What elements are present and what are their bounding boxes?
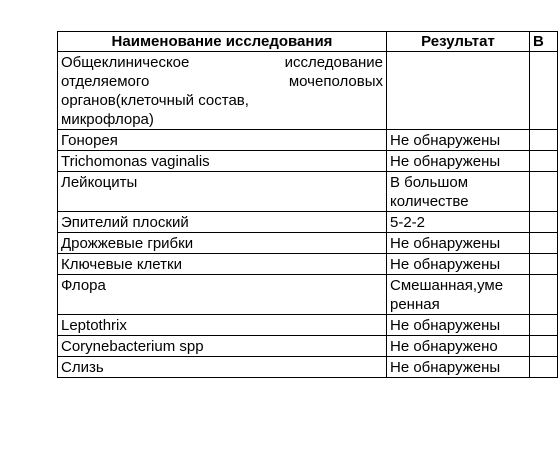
test-result: 5-2-2 (387, 212, 530, 233)
extra-cell (530, 151, 558, 172)
intro-line2-b: мочеполовых (288, 73, 383, 90)
table-row (58, 254, 558, 275)
table-row (58, 233, 558, 254)
extra-cell (530, 233, 558, 254)
test-result-line: Смешанная,уме (390, 277, 504, 294)
test-name: Слизь (58, 357, 387, 378)
test-name: Leptothrix (58, 315, 387, 336)
extra-cell (530, 315, 558, 336)
test-name: Лейкоциты (58, 172, 387, 212)
test-result: Не обнаружены (387, 130, 530, 151)
intro-line2-a: отделяемого (61, 73, 150, 90)
intro-line1-b: исследование (284, 54, 383, 71)
test-name: Дрожжевые грибки (58, 233, 387, 254)
intro-extra-cell (530, 52, 558, 130)
results-table (57, 31, 558, 378)
extra-cell (530, 336, 558, 357)
test-name: Гонорея (58, 130, 387, 151)
table-row-intro (58, 52, 558, 130)
table-row (58, 357, 558, 378)
table-row (58, 315, 558, 336)
extra-cell (530, 130, 558, 151)
test-result: Не обнаружены (387, 151, 530, 172)
extra-cell (530, 172, 558, 212)
test-result: Не обнаружено (387, 336, 530, 357)
table-row (58, 275, 558, 315)
test-result-line: количестве (390, 193, 469, 210)
test-result-line: ренная (390, 296, 440, 313)
intro-line1-a: Общеклиническое (61, 54, 190, 71)
header-result: Результат (387, 32, 530, 52)
test-name: Corynebacterium spp (58, 336, 387, 357)
intro-line4: микрофлора) (61, 111, 154, 128)
table-row (58, 336, 558, 357)
test-name: Trichomonas vaginalis (58, 151, 387, 172)
test-result: Не обнаружены (387, 315, 530, 336)
table-row (58, 151, 558, 172)
extra-cell (530, 275, 558, 315)
test-result-line: В большом (390, 174, 469, 191)
test-name: Флора (58, 275, 387, 315)
test-result (387, 275, 530, 315)
intro-cell (58, 52, 387, 130)
test-name: Эпителий плоский (58, 212, 387, 233)
table-header-row (58, 32, 558, 52)
table-row (58, 212, 558, 233)
intro-line3: органов(клеточный состав, (61, 92, 249, 109)
header-test-name: Наименование исследования (58, 32, 387, 52)
extra-cell (530, 357, 558, 378)
extra-cell (530, 254, 558, 275)
test-result: Не обнаружены (387, 233, 530, 254)
table-row (58, 172, 558, 212)
test-result: Не обнаружены (387, 357, 530, 378)
test-result (387, 172, 530, 212)
header-extra: В (530, 32, 558, 52)
test-name: Ключевые клетки (58, 254, 387, 275)
extra-cell (530, 212, 558, 233)
intro-result-cell (387, 52, 530, 130)
test-result: Не обнаружены (387, 254, 530, 275)
table-row (58, 130, 558, 151)
